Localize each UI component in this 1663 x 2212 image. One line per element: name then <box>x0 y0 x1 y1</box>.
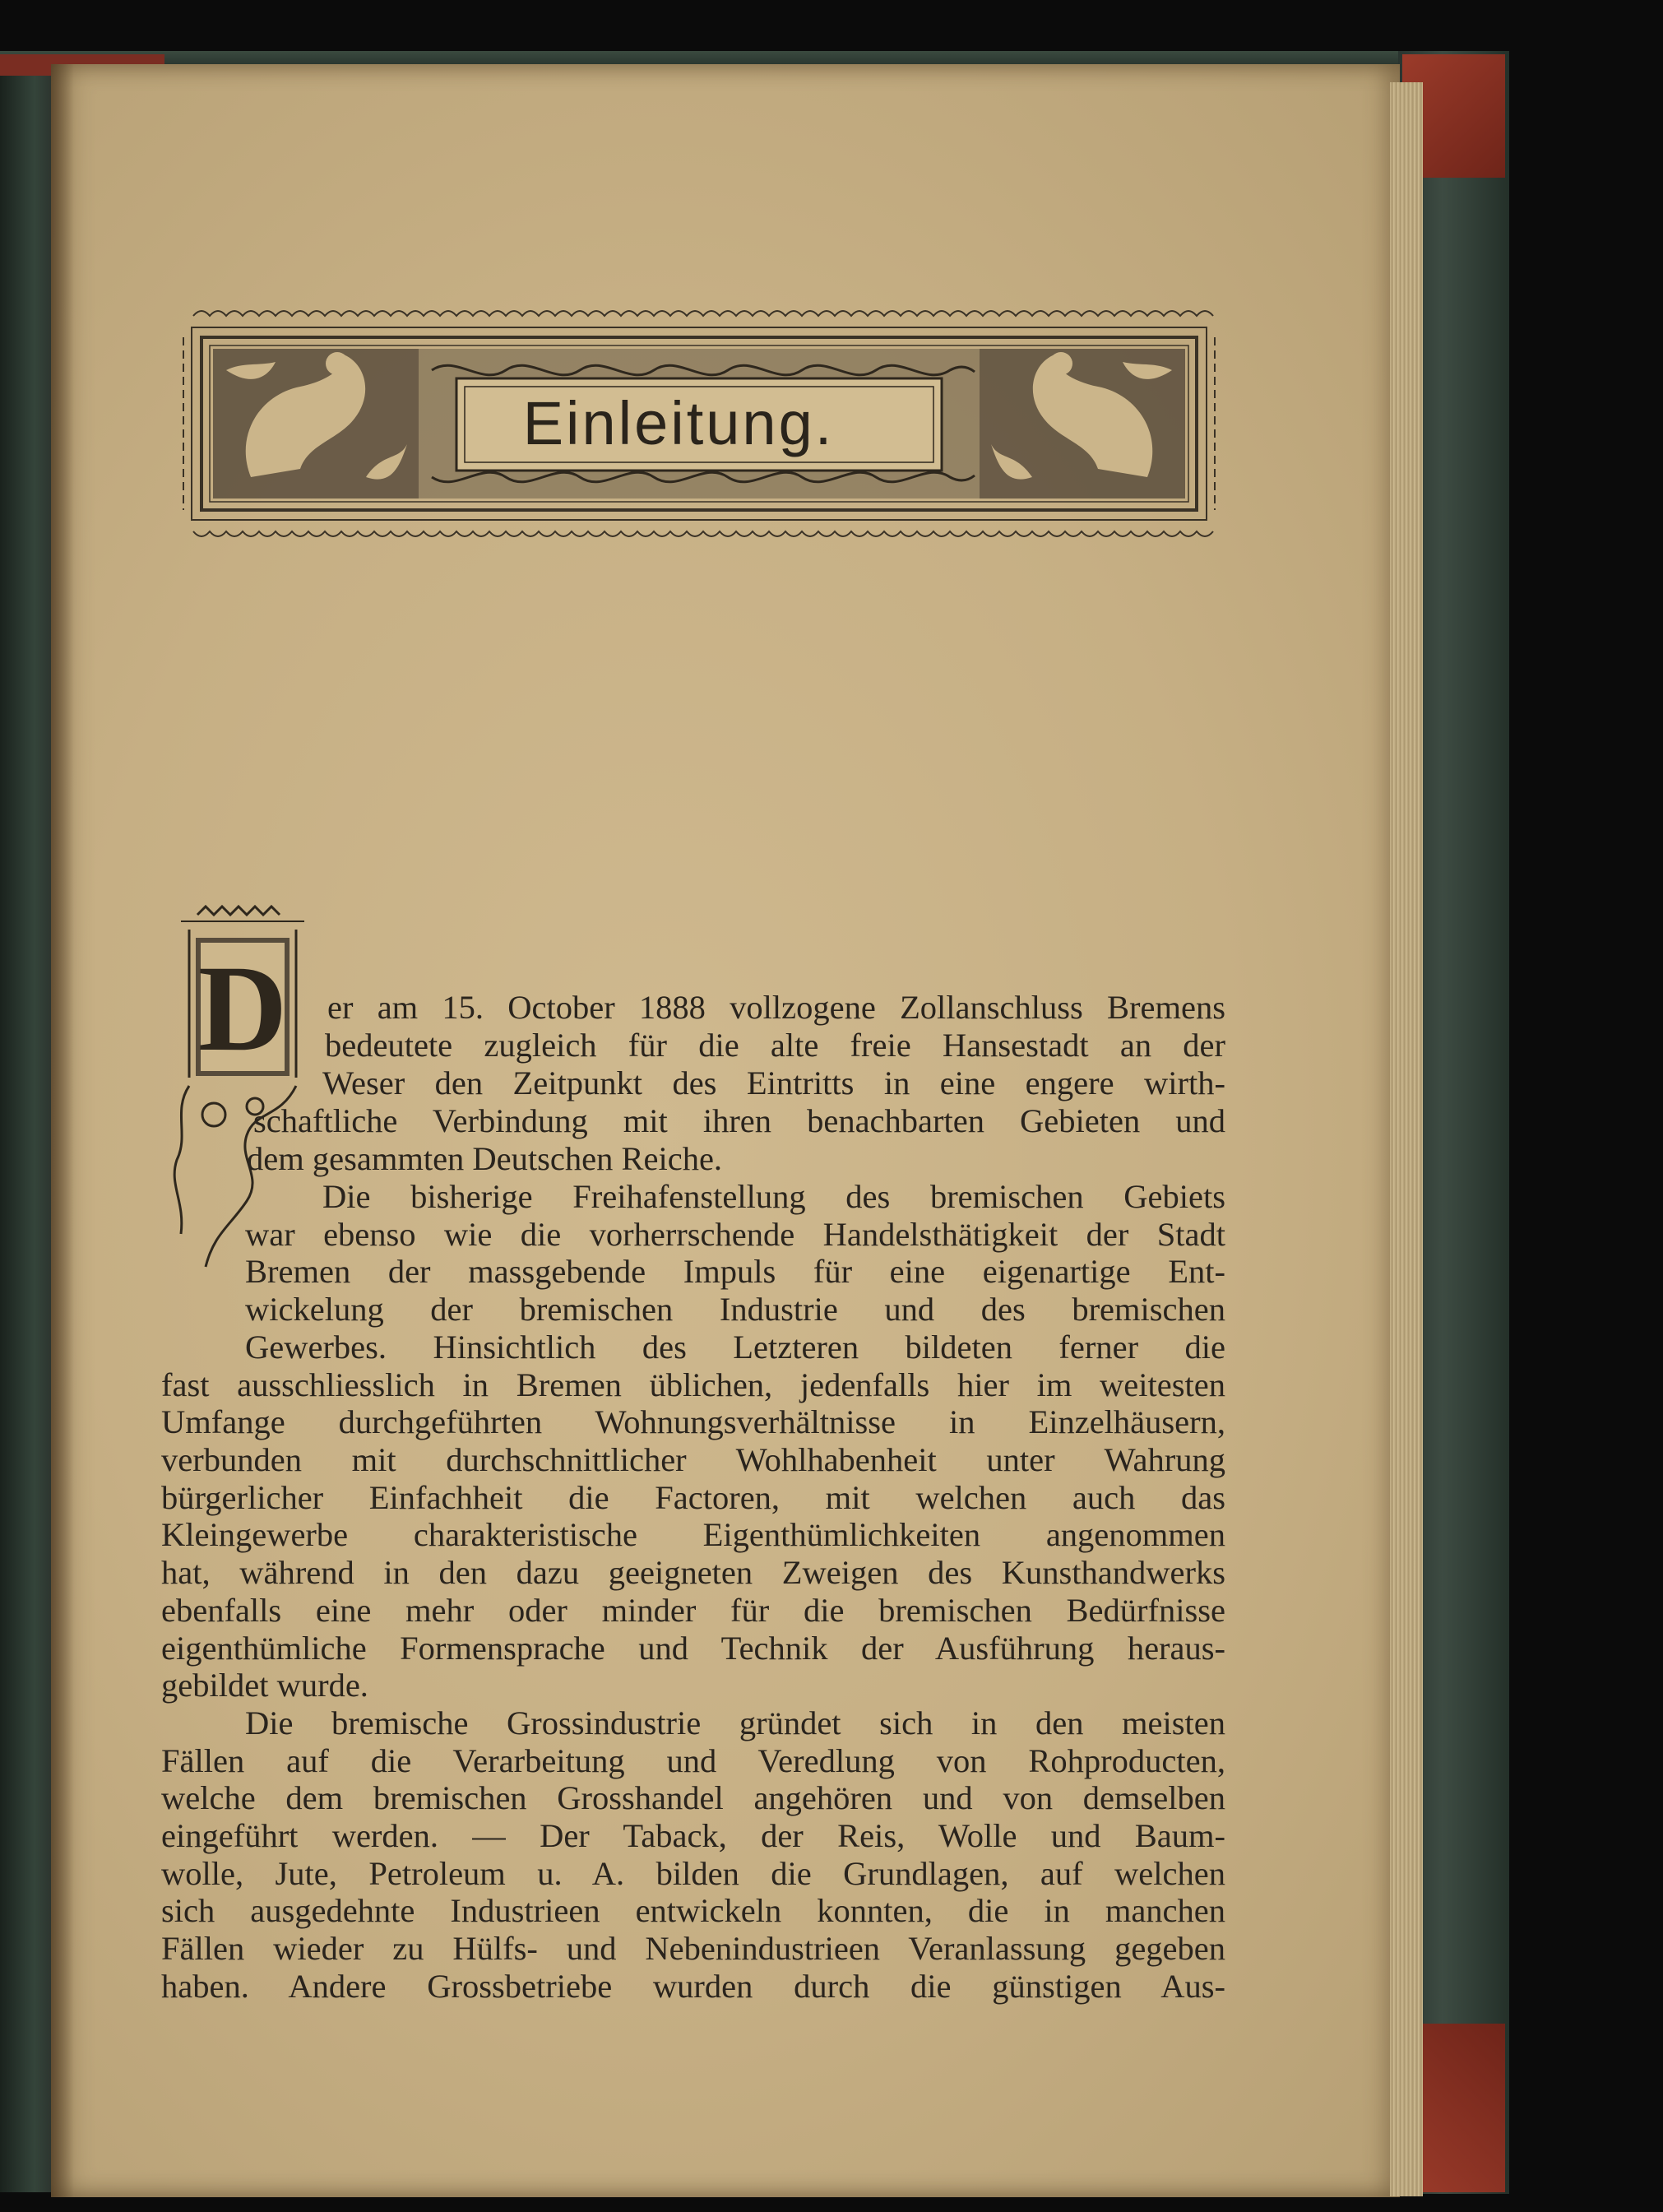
text-line: Umfange durchgeführten Wohnungsverhältnisse in Einzelhäusern, <box>161 1403 1225 1441</box>
body-text-block-4 <box>253 1102 1225 1140</box>
text-line: wickelung der bremischen Industrie und des bremischen <box>245 1291 1225 1329</box>
body-text-block-2 <box>325 1027 1225 1064</box>
book-cover-left <box>0 58 58 2192</box>
text-line: ebenfalls eine mehr oder minder für die bremischen Bedürfnisse <box>161 1591 1225 1629</box>
body-text-block-5 <box>247 1140 1225 1178</box>
text-line: Kleingewerbe charakteristische Eigenthümlichkeiten angenommen <box>161 1516 1225 1554</box>
text-line: hat, während in den dazu geeigneten Zweigen des Kunsthandwerks <box>161 1554 1225 1592</box>
text-line: war ebenso wie die vorherrschende Handelsthätigkeit der Stadt <box>245 1215 1225 1253</box>
text-line: Die bremische Grossindustrie gründet sich in den meisten <box>245 1704 1225 1741</box>
gutter-shadow <box>51 64 74 2197</box>
text-line: Fällen wieder zu Hülfs- und Nebenindustrieen Veranlassung gegeben <box>161 1930 1225 1967</box>
body-text-block-3 <box>322 1064 1225 1102</box>
text-line: schaftliche Verbindung mit ihren benachbarten Gebieten und <box>253 1102 1225 1139</box>
text-line: wolle, Jute, Petroleum u. A. bilden die Grundlagen, auf welchen <box>161 1854 1225 1892</box>
text-line: fast ausschliesslich in Bremen üblichen, jedenfalls hier im weitesten <box>161 1366 1225 1403</box>
dropcap-letter: D <box>197 940 288 1077</box>
text-line: sich ausgedehnte Industrieen entwickeln konnten, die in manchen <box>161 1892 1225 1930</box>
text-line: eingeführt werden. — Der Taback, der Reis, Wolle und Baum- <box>161 1816 1225 1854</box>
body-text-block-6 <box>245 1178 1225 1329</box>
text-line: Gewerbes. Hinsichtlich des Letzteren bildeten ferner die <box>245 1329 1225 1366</box>
text-line: Weser den Zeitpunkt des Eintritts in eine engere wirth- <box>322 1064 1225 1101</box>
text-line: haben. Andere Grossbetriebe wurden durch die günstigen Aus- <box>161 1967 1225 2005</box>
text-line: bürgerlicher Einfachheit die Factoren, mit welchen auch das <box>161 1478 1225 1516</box>
text-line: welche dem bremischen Grosshandel angehören und von demselben <box>161 1779 1225 1817</box>
text-line: dem gesammten Deutschen Reiche. <box>247 1140 723 1177</box>
chapter-title: Einleitung. <box>522 389 835 457</box>
text-line: verbunden mit durchschnittlicher Wohlhabenheit unter Wahrung <box>161 1441 1225 1479</box>
text-line: bedeutete zugleich für die alte freie Hansestadt an der <box>325 1027 1225 1064</box>
text-line: eigenthümliche Formensprache und Technik der Ausführung heraus- <box>161 1629 1225 1667</box>
body-text-block-1 <box>327 989 1225 1027</box>
text-line: Fällen auf die Verarbeitung und Veredlung von Rohproducten, <box>161 1741 1225 1779</box>
text-line: er am 15. October 1888 vollzogene Zollanschluss Bremens <box>327 989 1225 1026</box>
text-line: gebildet wurde. <box>161 1667 368 1704</box>
body-text-block-7 <box>161 1329 1225 2005</box>
text-line: Die bisherige Freihafenstellung des bremischen Gebiets <box>322 1178 1225 1215</box>
page-edges <box>1390 82 1423 2196</box>
text-line: Bremen der massgebende Impuls für eine eigenartige Ent- <box>245 1253 1225 1291</box>
